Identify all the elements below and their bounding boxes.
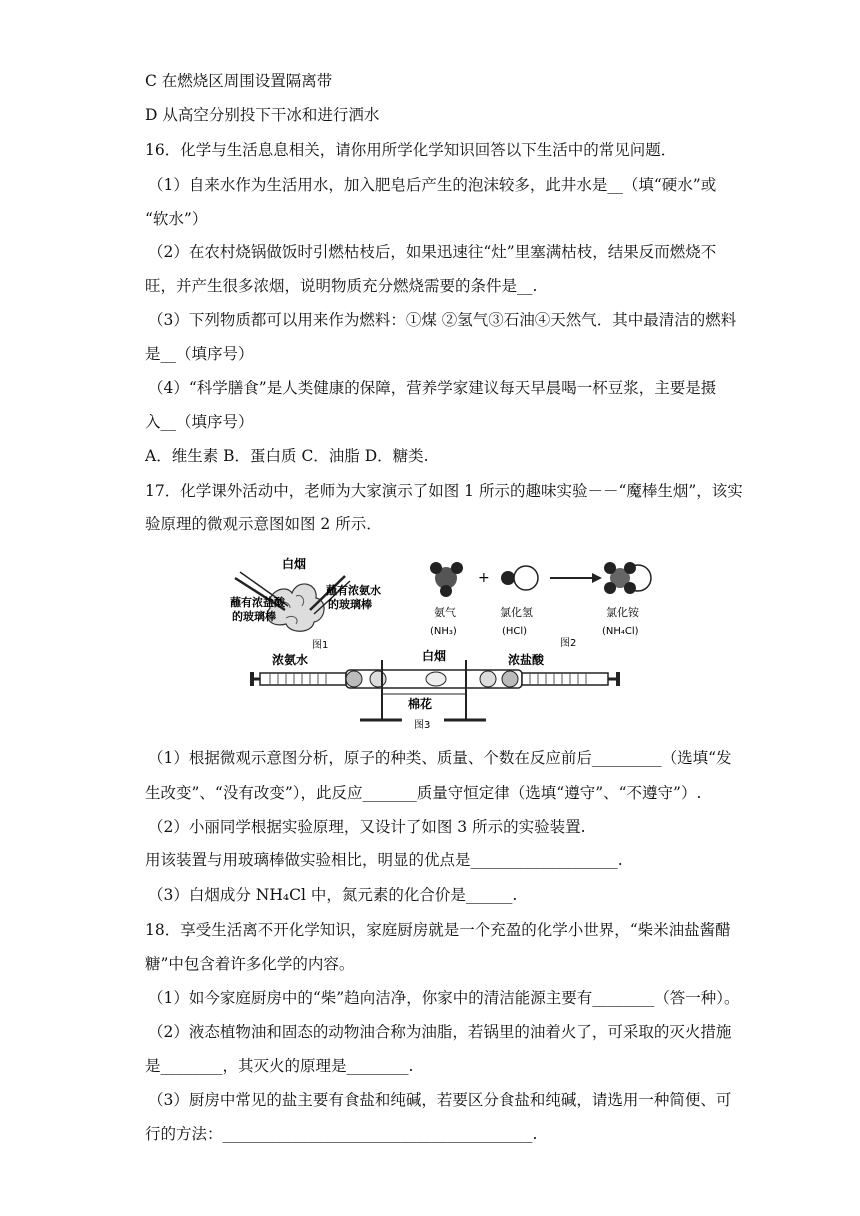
experiment-figure (230, 548, 670, 734)
fig3-smoke-label: 白烟 (422, 649, 447, 663)
q18-part1: （1）如今家庭厨房中的“柴”趋向洁净，你家中的清洁能源主要有________（答一种）。 (148, 989, 740, 1007)
fig1-left-rod-label: 蘸有浓盐酸 (230, 596, 285, 609)
fig2-hcl-formula: (HCl) (502, 626, 528, 637)
fig1-right-rod-label2: 的玻璃棒 (328, 598, 372, 611)
question-c-option: C 在燃烧区周围设置隔离带 (145, 72, 333, 90)
fig1-caption: 图1 (312, 640, 329, 651)
fig3-left-label: 浓氨水 (272, 653, 309, 667)
q16-part2-line2: 旺，并产生很多浓烟，说明物质充分燃烧需要的条件是__. (145, 277, 538, 295)
fig1-right-rod-label: 蘸有浓氨水 (326, 584, 381, 597)
q17-part1-line2: 生改变”、“没有改变”），此反应_______质量守恒定律（选填“遵守”、“不遵守”）. (145, 784, 702, 802)
fig1-left-rod-label2: 的玻璃棒 (232, 610, 276, 623)
fig2-nh4cl-formula: (NH₄Cl) (602, 626, 639, 637)
q16-part4-line1: （4）“科学膳食”是人类健康的保障，营养学家建议每天早晨喝一杯豆浆，主要是摄 (148, 379, 717, 397)
figure-1 (230, 556, 381, 651)
q16-part2-line1: （2）在农村烧锅做饭时引燃枯枝后，如果迅速往“灶”里塞满枯枝，结果反而燃烧不 (148, 243, 717, 261)
q16-part1-line2: “软水”） (145, 210, 208, 228)
q16-part3-line2: 是__（填序号） (145, 345, 254, 363)
fig2-ammonia-formula: (NH₃) (430, 626, 457, 637)
fig1-smoke-label: 白烟 (282, 557, 307, 571)
q16-options: A．维生素 B．蛋白质 C．油脂 D．糖类. (145, 447, 429, 465)
q16-part1-line1: （1）自来水作为生活用水，加入肥皂后产生的泡沫较多，此井水是__（填“硬水”或 (148, 176, 717, 194)
q18-part3-line1: （3）厨房中常见的盐主要有食盐和纯碱，若要区分食盐和纯碱，请选用一种简便、可 (148, 1091, 732, 1109)
hcl-cl-atom (514, 566, 538, 590)
figure-3 (250, 648, 620, 731)
question-16-stem: 16．化学与生活息息相关，请你用所学化学知识回答以下生活中的常见问题． (145, 141, 677, 159)
q17-part3: （3）白烟成分 NH₄Cl 中，氮元素的化合价是______. (148, 886, 518, 904)
question-18-stem-line2: 糖”中包含着许多化学的内容。 (145, 955, 355, 973)
fig3-right-label: 浓盐酸 (508, 653, 545, 667)
question-d-option: D 从高空分别投下干冰和进行洒水 (145, 106, 380, 124)
q18-part2-line1: （2）液态植物油和固态的动物油合称为油脂，若锅里的油着火了，可采取的灭火措施 (148, 1023, 732, 1041)
fig3-caption: 图3 (414, 720, 431, 731)
right-cotton (480, 671, 496, 687)
fig2-ammonia-label: 氨气 (434, 606, 456, 619)
q16-part4-line2: 入__（填序号） (145, 413, 254, 431)
question-17-stem-line2: 验原理的微观示意图如图 2 所示． (145, 515, 382, 533)
fig3-cotton-label: 棉花 (408, 697, 433, 711)
figure-2 (430, 562, 651, 649)
q16-part3-line1: （3）下列物质都可以用来作为燃料：①煤 ②氢气③石油④天然气．其中最清洁的燃料 (148, 311, 737, 329)
fig2-caption: 图2 (560, 638, 577, 649)
q17-part1-line1: （1）根据微观示意图分析，原子的种类、质量、个数在反应前后_________（选填“发 (148, 749, 732, 767)
question-18-stem-line1: 18．享受生活离不开化学知识，家庭厨房就是一个充盈的化学小世界，“柴米油盐酱醋 (145, 921, 731, 939)
question-17-stem-line1: 17．化学课外活动中，老师为大家演示了如图 1 所示的趣味实验－－“魔棒生烟”，该实 (145, 482, 743, 500)
fig2-plus: + (478, 570, 490, 586)
q17-part2-line2: 用该装置与用玻璃棒做实验相比，明显的优点是___________________. (145, 851, 623, 869)
q18-part3-line2: 行的方法：________________________________________. (145, 1125, 538, 1143)
fig2-hcl-label: 氯化氢 (500, 606, 533, 619)
fig2-nh4cl-label: 氯化铵 (606, 606, 639, 619)
hcl-h-atom (501, 571, 515, 585)
left-cotton (346, 671, 362, 687)
q18-part2-line2: 是________，其灭火的原理是________. (145, 1057, 414, 1075)
q17-part2-line1: （2）小丽同学根据实验原理，又设计了如图 3 所示的实验装置. (148, 818, 586, 836)
